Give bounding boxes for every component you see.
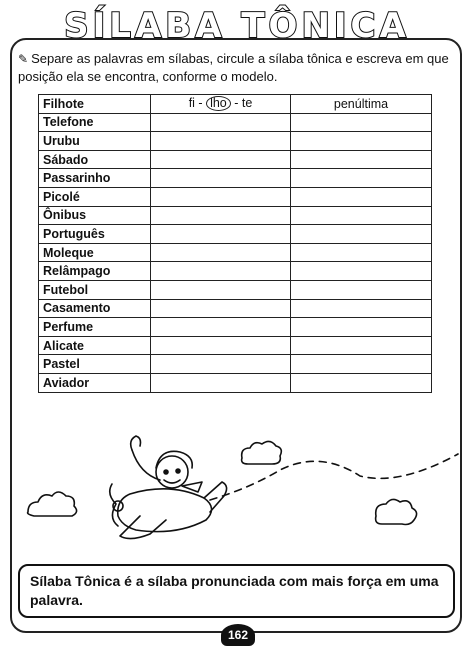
syllables-answer-cell[interactable]	[151, 280, 291, 299]
word-cell: Passarinho	[39, 169, 151, 188]
syllables-answer-cell[interactable]	[151, 336, 291, 355]
position-answer-cell[interactable]	[291, 280, 432, 299]
word-cell: Futebol	[39, 280, 151, 299]
syllables-answer-cell[interactable]	[151, 318, 291, 337]
table-row	[39, 225, 432, 244]
page-title: SÍLABA TÔNICA	[64, 6, 410, 46]
instruction-text: Separe as palavras em sílabas, circule a sílaba tônica e escreva em que posição ela se encontra, conforme o modelo.	[18, 51, 449, 84]
position-answer-cell[interactable]	[291, 206, 432, 225]
boy-hand	[131, 436, 141, 450]
cloud-right-top	[242, 441, 282, 464]
example-syllables	[151, 95, 291, 114]
tonic-syllable-circle: lho	[206, 96, 231, 111]
syllables-answer-cell[interactable]	[151, 299, 291, 318]
table-row	[39, 113, 432, 132]
word-cell: Telefone	[39, 113, 151, 132]
page-number: 162	[221, 624, 255, 646]
position-answer-cell[interactable]	[291, 243, 432, 262]
syllables-answer-cell[interactable]	[151, 132, 291, 151]
word-cell: Sábado	[39, 150, 151, 169]
pencil-icon: ✎	[18, 52, 29, 66]
definition-text: Sílaba Tônica é a sílaba pronunciada com mais força em uma palavra.	[30, 573, 439, 608]
table-row-example	[39, 95, 432, 114]
scarf	[182, 482, 202, 492]
syllables-answer-cell[interactable]	[151, 243, 291, 262]
table-row	[39, 187, 432, 206]
syllables-answer-cell[interactable]	[151, 355, 291, 374]
example-word: Filhote	[39, 95, 151, 114]
syllables-answer-cell[interactable]	[151, 150, 291, 169]
word-cell: Português	[39, 225, 151, 244]
table-row	[39, 373, 432, 392]
boy-in-airplane-illustration	[20, 424, 460, 554]
syllable-before: fi -	[188, 96, 203, 111]
table-row	[39, 243, 432, 262]
syllables-answer-cell[interactable]	[151, 187, 291, 206]
cloud-left	[28, 492, 77, 516]
syllables-answer-cell[interactable]	[151, 169, 291, 188]
definition-box	[18, 564, 455, 618]
table-row	[39, 262, 432, 281]
syllables-answer-cell[interactable]	[151, 262, 291, 281]
syllables-answer-cell[interactable]	[151, 225, 291, 244]
table-row	[39, 280, 432, 299]
table-row	[39, 169, 432, 188]
position-answer-cell[interactable]	[291, 187, 432, 206]
word-cell: Urubu	[39, 132, 151, 151]
table-row	[39, 206, 432, 225]
word-cell: Alicate	[39, 336, 151, 355]
position-answer-cell[interactable]	[291, 336, 432, 355]
word-cell: Casamento	[39, 299, 151, 318]
word-cell: Pastel	[39, 355, 151, 374]
instruction	[18, 50, 458, 85]
table-row	[39, 132, 432, 151]
flight-path	[210, 454, 458, 500]
word-cell: Perfume	[39, 318, 151, 337]
position-answer-cell[interactable]	[291, 150, 432, 169]
word-cell: Moleque	[39, 243, 151, 262]
table-row	[39, 355, 432, 374]
word-cell: Picolé	[39, 187, 151, 206]
position-answer-cell[interactable]	[291, 299, 432, 318]
syllable-after: - te	[234, 96, 253, 111]
word-cell: Relâmpago	[39, 262, 151, 281]
position-answer-cell[interactable]	[291, 132, 432, 151]
position-answer-cell[interactable]	[291, 318, 432, 337]
example-position: penúltima	[291, 95, 432, 114]
position-answer-cell[interactable]	[291, 225, 432, 244]
syllables-answer-cell[interactable]	[151, 113, 291, 132]
table-row	[39, 336, 432, 355]
position-answer-cell[interactable]	[291, 169, 432, 188]
airplane-wing	[120, 516, 166, 539]
position-answer-cell[interactable]	[291, 373, 432, 392]
syllables-answer-cell[interactable]	[151, 373, 291, 392]
airplane-tail	[204, 482, 227, 512]
table-row	[39, 318, 432, 337]
table-row	[39, 299, 432, 318]
word-table	[38, 94, 432, 393]
cloud-right-bottom	[376, 499, 417, 524]
position-answer-cell[interactable]	[291, 113, 432, 132]
syllables-answer-cell[interactable]	[151, 206, 291, 225]
word-cell: Aviador	[39, 373, 151, 392]
position-answer-cell[interactable]	[291, 355, 432, 374]
position-answer-cell[interactable]	[291, 262, 432, 281]
table-row	[39, 150, 432, 169]
word-cell: Ônibus	[39, 206, 151, 225]
